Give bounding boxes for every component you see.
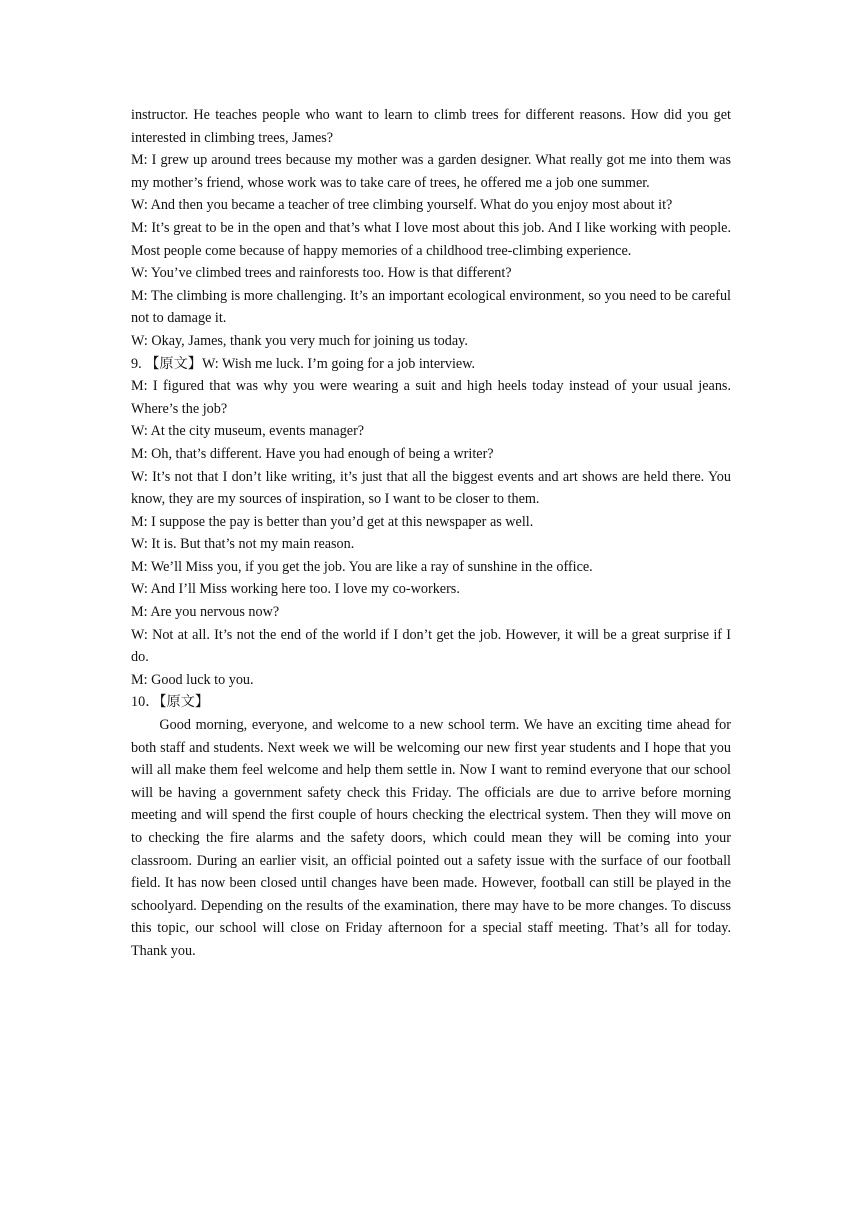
paragraph-17: M: Are you nervous now?	[131, 604, 280, 621]
paragraph-19: M: Good luck to you.	[131, 671, 254, 688]
question-9-heading: 9. 【原文】W: Wish me luck. I’m going for a job interview.	[131, 355, 476, 372]
paragraph-15: M: We’ll Miss you, if you get the job. You are like a ray of sunshine in the office.	[131, 558, 593, 575]
paragraph-18: W: Not at all. It’s not the end of the world if I don’t get the job. However, it will be a great surprise if I do.	[131, 626, 731, 666]
paragraph-4: M: It’s great to be in the open and that’s what I love most about this job. And I like working with people. Most people come because of happy memories of a childhood tree-climbing experience.	[131, 219, 731, 259]
paragraph-3: W: And then you became a teacher of tree climbing yourself. What do you enjoy most about it?	[131, 197, 673, 214]
question-10-heading: 10．【原文】	[131, 694, 210, 711]
document-page	[131, 104, 731, 963]
paragraph-16: W: And I’ll Miss working here too. I love my co-workers.	[131, 581, 460, 598]
paragraph-14: W: It is. But that’s not my main reason.	[131, 536, 355, 553]
paragraph-10: W: At the city museum, events manager?	[131, 423, 365, 440]
paragraph-7: W: Okay, James, thank you very much for joining us today.	[131, 332, 468, 349]
announcement-paragraph: Good morning, everyone, and welcome to a new school term. We have an exciting time ahead for both staff and students. Next week we will be welcoming our new first year students and I hope that you will all make them feel welcome and help them settle in. Now I want to remind everyone that our school will be having a government safety check this Friday. The officials are due to arrive before morning meeting and will spend the first couple of hours checking the electrical system. Then they will move on to checking the fire alarms and the safety doors, which could mean they will be coming into your classroom. During an earlier visit, an official pointed out a safety issue with the surface of our football field. It has now been closed until changes have been made. However, football can still be played in the schoolyard. Depending on the results of the examination, there may have to be more changes. To discuss this topic, our school will close on Friday afternoon for a special staff meeting. That’s all for today. Thank you.	[131, 717, 731, 959]
paragraph-6: M: The climbing is more challenging. It’s an important ecological environment, so you need to be careful not to damage it.	[131, 287, 731, 327]
paragraph-1: instructor. He teaches people who want to learn to climb trees for different reasons. How did you get interested in climbing trees, James?	[131, 107, 731, 146]
paragraph-12: W: It’s not that I don’t like writing, it’s just that all the biggest events and art shows are held there. You know, they are my sources of inspiration, so I want to be closer to them.	[131, 468, 731, 508]
paragraph-2: M: I grew up around trees because my mother was a garden designer. What really got me into them was my mother’s friend, whose work was to take care of trees, he offered me a job one summer.	[131, 152, 731, 191]
paragraph-13: M: I suppose the pay is better than you’d get at this newspaper as well.	[131, 513, 534, 530]
paragraph-11: M: Oh, that’s different. Have you had enough of being a writer?	[131, 445, 494, 462]
paragraph-9: M: I figured that was why you were wearing a suit and high heels today instead of your usual jeans. Where’s the job?	[131, 378, 731, 417]
paragraph-5: W: You’ve climbed trees and rainforests too. How is that different?	[131, 265, 512, 282]
